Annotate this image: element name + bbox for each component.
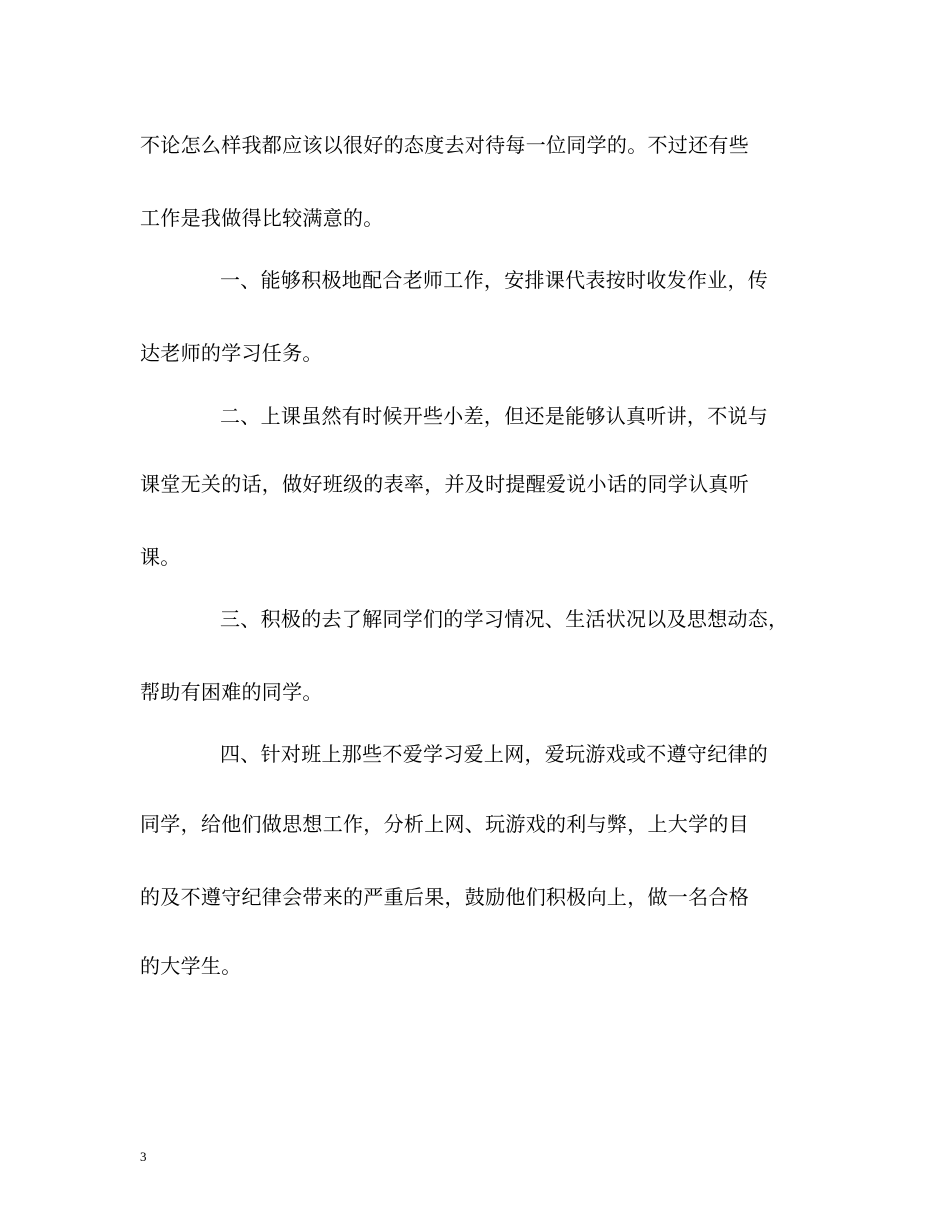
page-number: 3 xyxy=(140,1149,147,1164)
text-line: 课。 xyxy=(140,545,181,569)
paragraph-item-2: 二、上课虽然有时候开些小差，但还是能够认真听讲，不说与 xyxy=(220,404,769,428)
text-line: 工作是我做得比较满意的。 xyxy=(140,206,384,230)
text-line: 不论怎么样我都应该以很好的态度去对待每一位同学的。不过还有些 xyxy=(140,133,749,157)
paragraph-item-3: 三、积极的去了解同学们的学习情况、生活状况以及思想动态， xyxy=(220,607,789,631)
text-line: 同学，给他们做思想工作，分析上网、玩游戏的利与弊，上大学的目 xyxy=(140,812,749,836)
text-line: 达老师的学习任务。 xyxy=(140,341,323,365)
text-line: 帮助有困难的同学。 xyxy=(140,680,323,704)
text-line: 课堂无关的话，做好班级的表率，并及时提醒爱说小话的同学认真听 xyxy=(140,472,749,496)
text-line: 的及不遵守纪律会带来的严重后果，鼓励他们积极向上，做一名合格 xyxy=(140,885,749,909)
text-line: 的大学生。 xyxy=(140,954,242,978)
paragraph-item-4: 四、针对班上那些不爱学习爱上网，爱玩游戏或不遵守纪律的 xyxy=(220,742,769,766)
paragraph-item-1: 一、能够积极地配合老师工作，安排课代表按时收发作业，传 xyxy=(220,268,769,292)
